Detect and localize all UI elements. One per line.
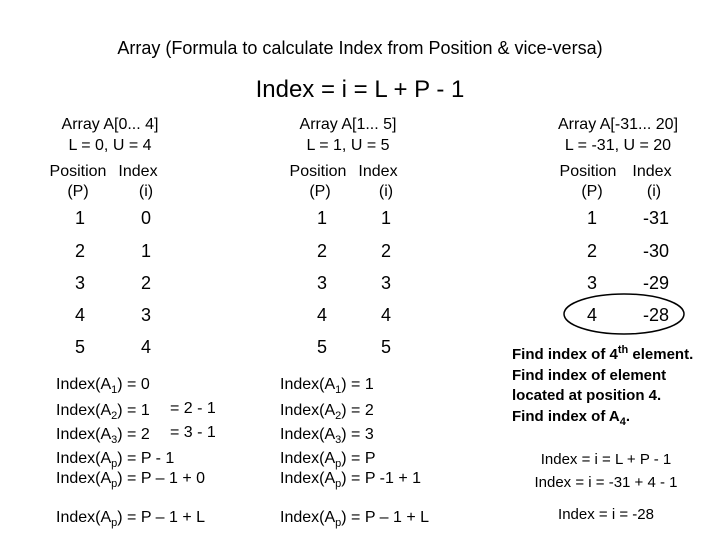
equation-line: $Index(A_2) = 2$: [280, 402, 374, 423]
position-value: 2: [74, 241, 85, 261]
equation-line: $Index(A_1) = 1$: [280, 376, 374, 397]
answer-line: Index = i = -28: [558, 506, 654, 523]
array-bounds: L = -31, U = 20: [564, 137, 672, 154]
index-value: 2: [140, 273, 151, 293]
index-value: 4: [380, 305, 391, 325]
position-value: 3: [316, 273, 327, 293]
index-value: 0: [140, 208, 151, 228]
general-equation: $Index(A_p) = P - 1 + L$: [56, 509, 206, 530]
index-value: -30: [642, 241, 669, 261]
equation-line: $Index(A_p) = P - 1 + 0$: [56, 470, 206, 491]
position-value: 1: [74, 208, 85, 228]
answer-line: Index = i = L + P - 1: [540, 451, 672, 468]
position-value: 5: [316, 337, 327, 357]
index-header: Index: [358, 163, 398, 180]
position-symbol: (P): [67, 183, 89, 200]
position-value: 1: [316, 208, 327, 228]
position-value: 2: [316, 241, 327, 261]
array-bounds: L = 1, U = 5: [306, 137, 390, 154]
index-symbol: (i): [378, 183, 394, 200]
index-header: Index: [632, 163, 672, 180]
array-declaration: Array A[1... 5]: [299, 116, 397, 133]
position-header: Position: [49, 163, 107, 180]
equation-line: $Index(A_2) = 1$: [56, 402, 150, 423]
position-symbol: (P): [581, 183, 603, 200]
position-value: 4: [586, 305, 597, 325]
array-declaration: Array A[0... 4]: [61, 116, 159, 133]
equation-annotation: = 3 - 1: [170, 424, 216, 441]
index-value: -28: [642, 305, 669, 325]
answer-line: Index = i = -31 + 4 - 1: [534, 474, 678, 491]
index-symbol: (i): [138, 183, 154, 200]
index-value: 1: [140, 241, 151, 261]
index-symbol: (i): [646, 183, 662, 200]
question-line: Find index of element: [512, 367, 667, 384]
equation-line: $Index(A_p) = P$: [280, 450, 376, 471]
position-value: 4: [316, 305, 327, 325]
question-line: Find index of $A_4$.: [512, 408, 631, 428]
position-value: 1: [586, 208, 597, 228]
equation-line: $Index(A_1) = 0$: [56, 376, 150, 397]
question-line: Find index of 4th element.: [512, 344, 694, 363]
question-line: located at position 4.: [512, 387, 662, 404]
main-formula: Index = i = L + P - 1: [255, 76, 465, 103]
index-value: 1: [380, 208, 391, 228]
index-value: 5: [380, 337, 391, 357]
position-value: 3: [586, 273, 597, 293]
position-value: 4: [74, 305, 85, 325]
equation-line: $Index(A_3) = 2$: [56, 426, 150, 447]
index-value: 4: [140, 337, 151, 357]
equation-line: $Index(A_p) = P - 1$: [56, 450, 175, 471]
position-header: Position: [559, 163, 617, 180]
position-header: Position: [289, 163, 347, 180]
index-value: -31: [642, 208, 669, 228]
array-declaration: Array A[-31... 20]: [557, 116, 679, 133]
equation-line: $Index(A_3) = 3$: [280, 426, 374, 447]
index-header: Index: [118, 163, 158, 180]
index-value: 3: [380, 273, 391, 293]
position-value: 2: [586, 241, 597, 261]
equation-line: $Index(A_p) = P$ -1 + 1: [280, 470, 422, 491]
slide-title: Array (Formula to calculate Index from Position & vice-versa): [117, 38, 603, 58]
highlight-ellipse: [562, 292, 686, 336]
index-value: -29: [642, 273, 669, 293]
position-symbol: (P): [309, 183, 331, 200]
position-value: 5: [74, 337, 85, 357]
general-equation: $Index(A_p) = P - 1 + L$: [280, 509, 430, 530]
index-value: 3: [140, 305, 151, 325]
equation-annotation: = 2 - 1: [170, 400, 216, 417]
array-bounds: L = 0, U = 4: [68, 137, 152, 154]
position-value: 3: [74, 273, 85, 293]
index-value: 2: [380, 241, 391, 261]
